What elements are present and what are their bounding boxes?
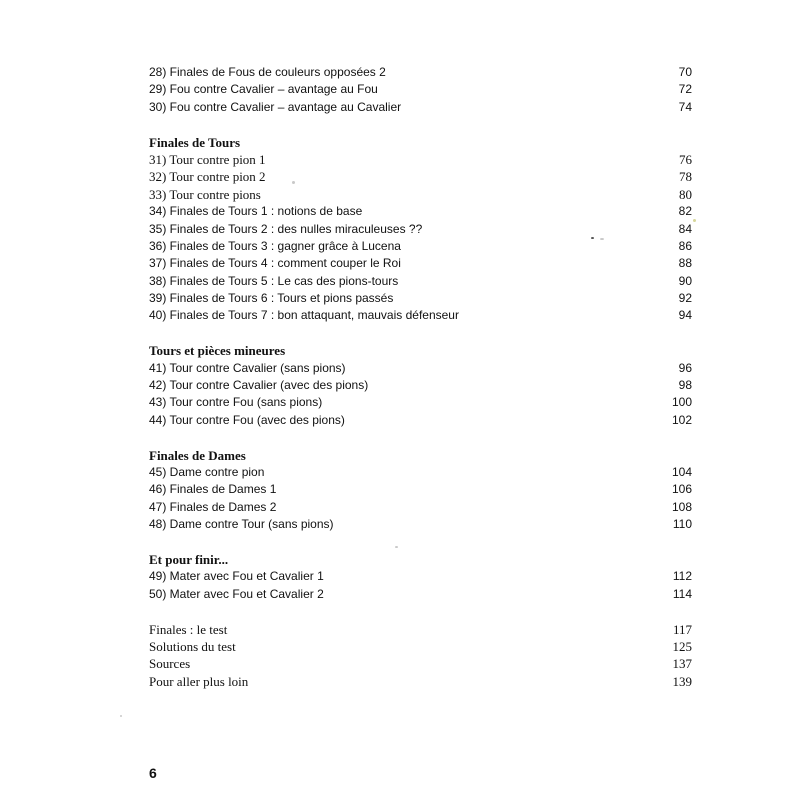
toc-entry-title: 40) Finales de Tours 7 : bon attaquant, mauvais défenseur (149, 308, 459, 323)
toc-entry-title: 44) Tour contre Fou (avec des pions) (149, 412, 345, 427)
toc-entry (149, 99, 692, 116)
toc-entry (149, 238, 692, 255)
toc-entry (149, 255, 692, 272)
scan-speck (292, 181, 295, 184)
toc-entry-title: Pour aller plus loin (149, 673, 249, 689)
section-heading: Finales de Tours (149, 134, 241, 150)
toc-entry-page: 76 (679, 151, 692, 167)
section-heading: Finales de Dames (149, 447, 246, 463)
toc-entry-page: 82 (678, 204, 692, 219)
toc-entry (149, 221, 692, 238)
table-of-contents (149, 64, 692, 690)
toc-entry-title: 36) Finales de Tours 3 : gagner grâce à Lucena (149, 238, 401, 253)
toc-entry (149, 151, 692, 168)
toc-entry-page: 78 (679, 169, 692, 185)
toc-entry (149, 568, 692, 585)
toc-entry (149, 499, 692, 516)
toc-entry-page: 94 (678, 308, 692, 323)
toc-entry (149, 673, 692, 690)
section-spacer (149, 534, 692, 551)
toc-entry (149, 307, 692, 324)
toc-entry (149, 377, 692, 394)
toc-entry-title: 39) Finales de Tours 6 : Tours et pions passés (149, 291, 394, 306)
toc-entry-title: 49) Mater avec Fou et Cavalier 1 (149, 569, 324, 584)
toc-entry-title: 42) Tour contre Cavalier (avec des pions) (149, 378, 369, 393)
toc-entry-title: 38) Finales de Tours 5 : Le cas des pions-tours (149, 273, 399, 288)
toc-entry-page: 90 (678, 273, 692, 288)
scan-speck (600, 238, 604, 240)
toc-entry-title: 48) Dame contre Tour (sans pions) (149, 517, 334, 532)
toc-entry-page: 125 (672, 638, 692, 654)
scan-speck (120, 715, 122, 717)
toc-entry (149, 64, 692, 81)
section-heading: Tours et pièces mineures (149, 343, 286, 359)
toc-entry-title: 43) Tour contre Fou (sans pions) (149, 395, 323, 410)
toc-entry-title: Finales : le test (149, 621, 228, 637)
toc-entry (149, 638, 692, 655)
toc-entry-title: 28) Finales de Fous de couleurs opposées 2 (149, 65, 386, 79)
toc-entry (149, 203, 692, 220)
toc-entry-page: 88 (678, 256, 692, 271)
toc-entry-page: 98 (678, 378, 692, 393)
toc-entry-title: 33) Tour contre pions (149, 186, 261, 202)
toc-entry (149, 186, 692, 203)
toc-entry-title: 30) Fou contre Cavalier – avantage au Cavalier (149, 99, 402, 114)
toc-entry-title: 32) Tour contre pion 2 (149, 169, 266, 185)
toc-entry (149, 464, 692, 481)
toc-entry-page: 110 (672, 517, 692, 532)
toc-entry-page: 114 (672, 586, 692, 601)
scan-speck (693, 219, 696, 222)
toc-entry (149, 273, 692, 290)
toc-entry-title: 29) Fou contre Cavalier – avantage au Fou (149, 82, 378, 97)
toc-entry-title: 45) Dame contre pion (149, 464, 265, 479)
toc-entry-title: 47) Finales de Dames 2 (149, 499, 277, 514)
toc-entry-page: 106 (671, 482, 692, 497)
section-spacer (149, 429, 692, 446)
toc-entry (149, 586, 692, 603)
toc-entry-page: 139 (672, 673, 692, 689)
toc-entry-title: 46) Finales de Dames 1 (149, 482, 277, 497)
toc-entry-page: 86 (678, 238, 692, 253)
toc-entry-title: 35) Finales de Tours 2 : des nulles miraculeuses ?? (149, 221, 423, 236)
toc-entry-title: 37) Finales de Tours 4 : comment couper le Roi (149, 256, 401, 271)
toc-entry-page: 72 (678, 82, 692, 97)
toc-entry-page: 102 (671, 412, 692, 427)
scan-speck (395, 546, 398, 548)
toc-entry-page: 100 (671, 395, 692, 410)
toc-entry-page: 137 (672, 656, 692, 672)
toc-entry (149, 621, 692, 638)
toc-entry-title: 31) Tour contre pion 1 (149, 151, 266, 167)
toc-entry (149, 655, 692, 672)
toc-entry-page: 117 (672, 621, 692, 637)
toc-entry-title: 50) Mater avec Fou et Cavalier 2 (149, 586, 324, 601)
toc-entry (149, 412, 692, 429)
page-number: 6 (149, 765, 157, 781)
toc-entry-page: 112 (672, 569, 692, 584)
section-heading: Et pour finir... (149, 551, 229, 567)
toc-entry (149, 290, 692, 307)
toc-entry-page: 84 (678, 221, 692, 236)
toc-entry-page: 70 (678, 65, 692, 79)
toc-entry-title: 34) Finales de Tours 1 : notions de base (149, 204, 363, 219)
toc-entry (149, 516, 692, 533)
toc-entry-page: 104 (671, 464, 692, 479)
toc-entry-page: 108 (671, 499, 692, 514)
toc-entry-page: 80 (679, 186, 692, 202)
scan-speck (591, 237, 594, 239)
toc-entry (149, 394, 692, 411)
toc-entry-title: 41) Tour contre Cavalier (sans pions) (149, 360, 346, 375)
toc-entry (149, 168, 692, 185)
toc-entry-page: 74 (678, 99, 692, 114)
toc-entry (149, 360, 692, 377)
section-spacer (149, 116, 692, 133)
section-spacer (149, 603, 692, 620)
toc-entry-page: 96 (678, 360, 692, 375)
toc-entry-page: 92 (678, 291, 692, 306)
toc-entry-title: Sources (149, 656, 191, 672)
toc-entry (149, 81, 692, 98)
toc-entry-title: Solutions du test (149, 638, 236, 654)
section-spacer (149, 325, 692, 342)
toc-entry (149, 481, 692, 498)
